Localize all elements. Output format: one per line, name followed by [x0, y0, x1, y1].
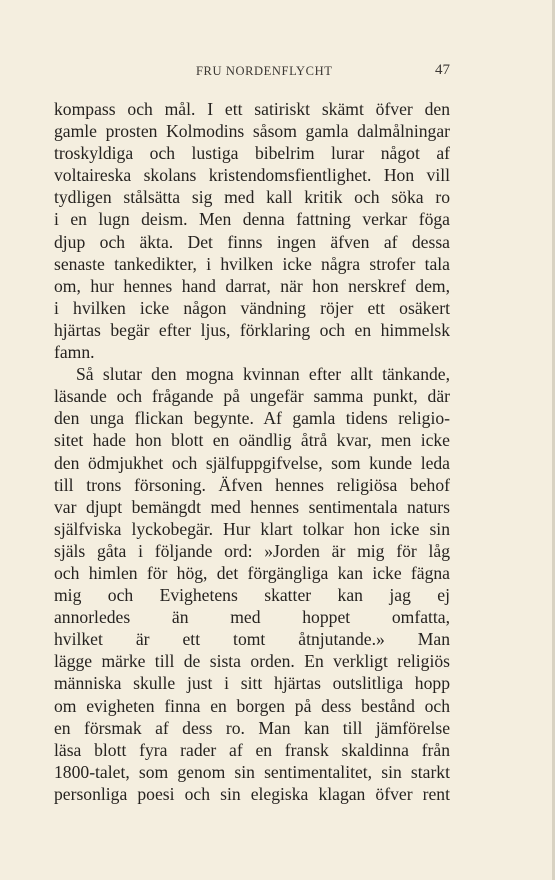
running-head: FRU NORDENFLYCHT	[196, 64, 333, 78]
text-line: mig och Evighetens skatter kan jag ej	[54, 585, 450, 606]
text-line: läsa blott fyra rader af en fransk skaldinna från	[54, 739, 450, 760]
text-line: själfviska lyckobegär. Hur klart tolkar hon icke sin	[54, 518, 450, 539]
text-line: i hvilken icke någon vändning röjer ett osäkert	[54, 297, 450, 318]
text-line: själs gåta i följande ord: »Jorden är mig för låg	[54, 540, 450, 561]
body-text	[54, 98, 450, 805]
text-line: var djupt bemängdt med hennes sentimentala naturs	[54, 496, 450, 517]
text-line: om, hur hennes hand darrat, när hon nerskref dem,	[54, 275, 450, 296]
text-line: 1800-talet, som genom sin sentimentalitet, sin starkt	[54, 761, 450, 782]
page-number: 47	[435, 62, 450, 78]
text-line: famn.	[54, 342, 95, 363]
text-line: den unga flickan begynte. Af gamla tidens religio-	[54, 408, 450, 429]
text-line: den ödmjukhet och själfuppgifvelse, som kunde leda	[54, 452, 450, 473]
text-line: djup och äkta. Det finns ingen äfven af dessa	[54, 231, 450, 252]
text-line: och himlen för hög, det förgängliga kan icke fägna	[54, 562, 450, 583]
text-line: om evigheten finna en borgen på dess bestånd och	[54, 695, 450, 716]
text-line: människa skulle just i sitt hjärtas outslitliga hopp	[54, 673, 450, 694]
text-line: lägge märke till de sista orden. En verkligt religiös	[54, 651, 450, 672]
text-line: troskyldiga och lustiga bibelrim lurar något af	[54, 143, 450, 164]
text-line: i en lugn deism. Men denna fattning verkar föga	[54, 209, 450, 230]
page-header	[54, 62, 450, 82]
text-line: senaste tankedikter, i hvilken icke några strofer tala	[54, 253, 450, 274]
text-line: sitet hade hon blott en oändlig åtrå kvar, men icke	[54, 430, 450, 451]
text-line: personliga poesi och sin elegiska klagan öfver rent	[54, 783, 450, 804]
text-line: till trons försoning. Äfven hennes religiösa behof	[54, 474, 450, 495]
text-line: annorledes än med hoppet omfatta,	[54, 607, 450, 628]
text-line: en försmak af dess ro. Man kan till jämförelse	[54, 717, 450, 738]
text-line: hvilket är ett tomt åtnjutande.» Man	[54, 629, 450, 650]
text-line: kompass och mål. I ett satiriskt skämt öfver den	[54, 99, 450, 119]
text-line: tydligen stålsätta sig med kall kritik och söka ro	[54, 187, 450, 208]
text-line: hjärtas begär efter ljus, förklaring och en himmelsk	[54, 319, 450, 340]
text-line: Så slutar den mogna kvinnan efter allt tänkande,	[76, 364, 450, 385]
text-line: voltaireska skolans kristendomsfientlighet. Hon vill	[54, 165, 450, 186]
text-line: gamle prosten Kolmodins såsom gamla dalmålningar	[54, 121, 450, 142]
text-line: läsande och frågande på ungefär samma punkt, där	[54, 386, 450, 407]
